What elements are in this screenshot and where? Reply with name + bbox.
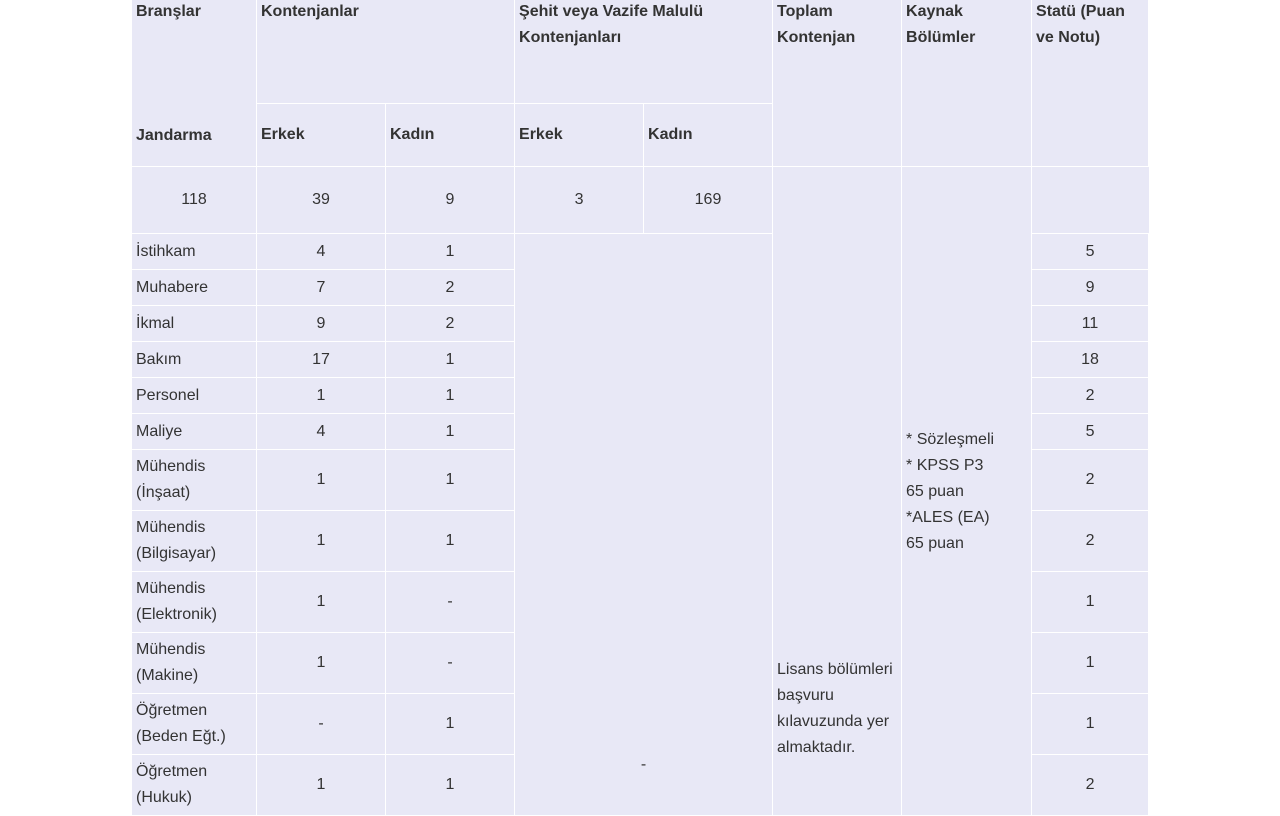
- jandarma-label: Jandarma: [136, 127, 212, 144]
- male-value: 1: [257, 755, 386, 816]
- male-value: 4: [257, 234, 386, 270]
- male-value: 4: [257, 414, 386, 450]
- quota-table: [131, 0, 1149, 816]
- quotas-header: Kontenjanlar: [257, 0, 515, 103]
- male-header: Erkek: [257, 103, 386, 166]
- total-value: 1: [1032, 572, 1149, 633]
- female-value: 1: [386, 378, 515, 414]
- branch-name: Bakım: [132, 342, 257, 378]
- jandarma-female: 39: [257, 167, 386, 234]
- jandarma-male: 118: [132, 167, 257, 234]
- male-value: 1: [257, 378, 386, 414]
- female-value: 1: [386, 414, 515, 450]
- status-line: 65 puan: [906, 483, 964, 500]
- total-value: 5: [1032, 414, 1149, 450]
- branches-header-cell: [132, 0, 257, 167]
- total-value: 2: [1032, 755, 1149, 816]
- status-line: * KPSS P3: [906, 457, 984, 474]
- status-line: *ALES (EA): [906, 509, 990, 526]
- branch-name: [132, 633, 257, 694]
- total-value: 2: [1032, 450, 1149, 511]
- total-value: 5: [1032, 234, 1149, 270]
- status-line: * Sözleşmeli: [906, 431, 995, 448]
- branch-name: [132, 511, 257, 572]
- female-value: 1: [386, 694, 515, 755]
- branch-name: [132, 572, 257, 633]
- source-departments-header: Kaynak Bölümler: [902, 0, 1032, 167]
- branch-name-line: Mühendis: [136, 641, 206, 658]
- total-value: 11: [1032, 306, 1149, 342]
- female-value: -: [386, 572, 515, 633]
- branch-name: İstihkam: [132, 234, 257, 270]
- male-value: 1: [257, 633, 386, 694]
- status-header: Statü (Puan ve Notu): [1032, 0, 1149, 167]
- female-value: 1: [386, 511, 515, 572]
- total-value: 18: [1032, 342, 1149, 378]
- branch-name-line: Mühendis: [136, 519, 206, 536]
- branch-name: [132, 450, 257, 511]
- branch-name-line: (Makine): [136, 667, 199, 684]
- branch-name: Muhabere: [132, 270, 257, 306]
- martyr-male-header: Erkek: [515, 103, 644, 166]
- source-departments-text: Lisans bölümleri başvuru kılavuzunda yer almaktadır.: [777, 660, 893, 756]
- branch-name: Personel: [132, 378, 257, 414]
- martyr-female-header: Kadın: [644, 103, 773, 166]
- branch-name: Maliye: [132, 414, 257, 450]
- female-header: Kadın: [386, 103, 515, 166]
- status-line: 65 puan: [906, 535, 964, 552]
- jandarma-martyr-male: 9: [386, 167, 515, 234]
- branch-name-line: (Beden Eğt.): [136, 728, 226, 745]
- martyr-quota-merged-cell: -: [515, 234, 773, 816]
- branch-name-line: Öğretmen: [136, 702, 208, 719]
- branch-name-line: Öğretmen: [136, 763, 208, 780]
- header-row: [132, 0, 1149, 103]
- jandarma-row: [132, 167, 1149, 234]
- total-value: 2: [1032, 378, 1149, 414]
- branch-name: [132, 755, 257, 816]
- branch-name-line: (İnşaat): [136, 484, 191, 501]
- jandarma-martyr-female: 3: [515, 167, 644, 234]
- status-cell: [902, 167, 1032, 816]
- female-value: 1: [386, 450, 515, 511]
- branch-name-line: (Elektronik): [136, 606, 217, 623]
- branch-name-line: Mühendis: [136, 580, 206, 597]
- female-value: 1: [386, 234, 515, 270]
- female-value: 1: [386, 342, 515, 378]
- source-departments-cell: [773, 167, 902, 816]
- male-value: -: [257, 694, 386, 755]
- total-value: 2: [1032, 511, 1149, 572]
- branch-name: İkmal: [132, 306, 257, 342]
- total-value: 1: [1032, 633, 1149, 694]
- male-value: 17: [257, 342, 386, 378]
- branch-name: [132, 694, 257, 755]
- male-value: 9: [257, 306, 386, 342]
- branch-name-line: (Hukuk): [136, 789, 193, 806]
- jandarma-total: 169: [644, 167, 773, 234]
- total-value: 9: [1032, 270, 1149, 306]
- male-value: 7: [257, 270, 386, 306]
- male-value: 1: [257, 450, 386, 511]
- female-value: 2: [386, 306, 515, 342]
- male-value: 1: [257, 511, 386, 572]
- branches-header: Branşlar: [136, 3, 201, 20]
- branch-name-line: Mühendis: [136, 458, 206, 475]
- total-value: 1: [1032, 694, 1149, 755]
- female-value: 2: [386, 270, 515, 306]
- female-value: -: [386, 633, 515, 694]
- quota-table-container: [131, 0, 1148, 816]
- total-quota-header: Toplam Kontenjan: [773, 0, 902, 167]
- female-value: 1: [386, 755, 515, 816]
- male-value: 1: [257, 572, 386, 633]
- martyr-quotas-header: Şehit veya Vazife Malulü Kontenjanları: [515, 0, 773, 103]
- branch-name-line: (Bilgisayar): [136, 545, 217, 562]
